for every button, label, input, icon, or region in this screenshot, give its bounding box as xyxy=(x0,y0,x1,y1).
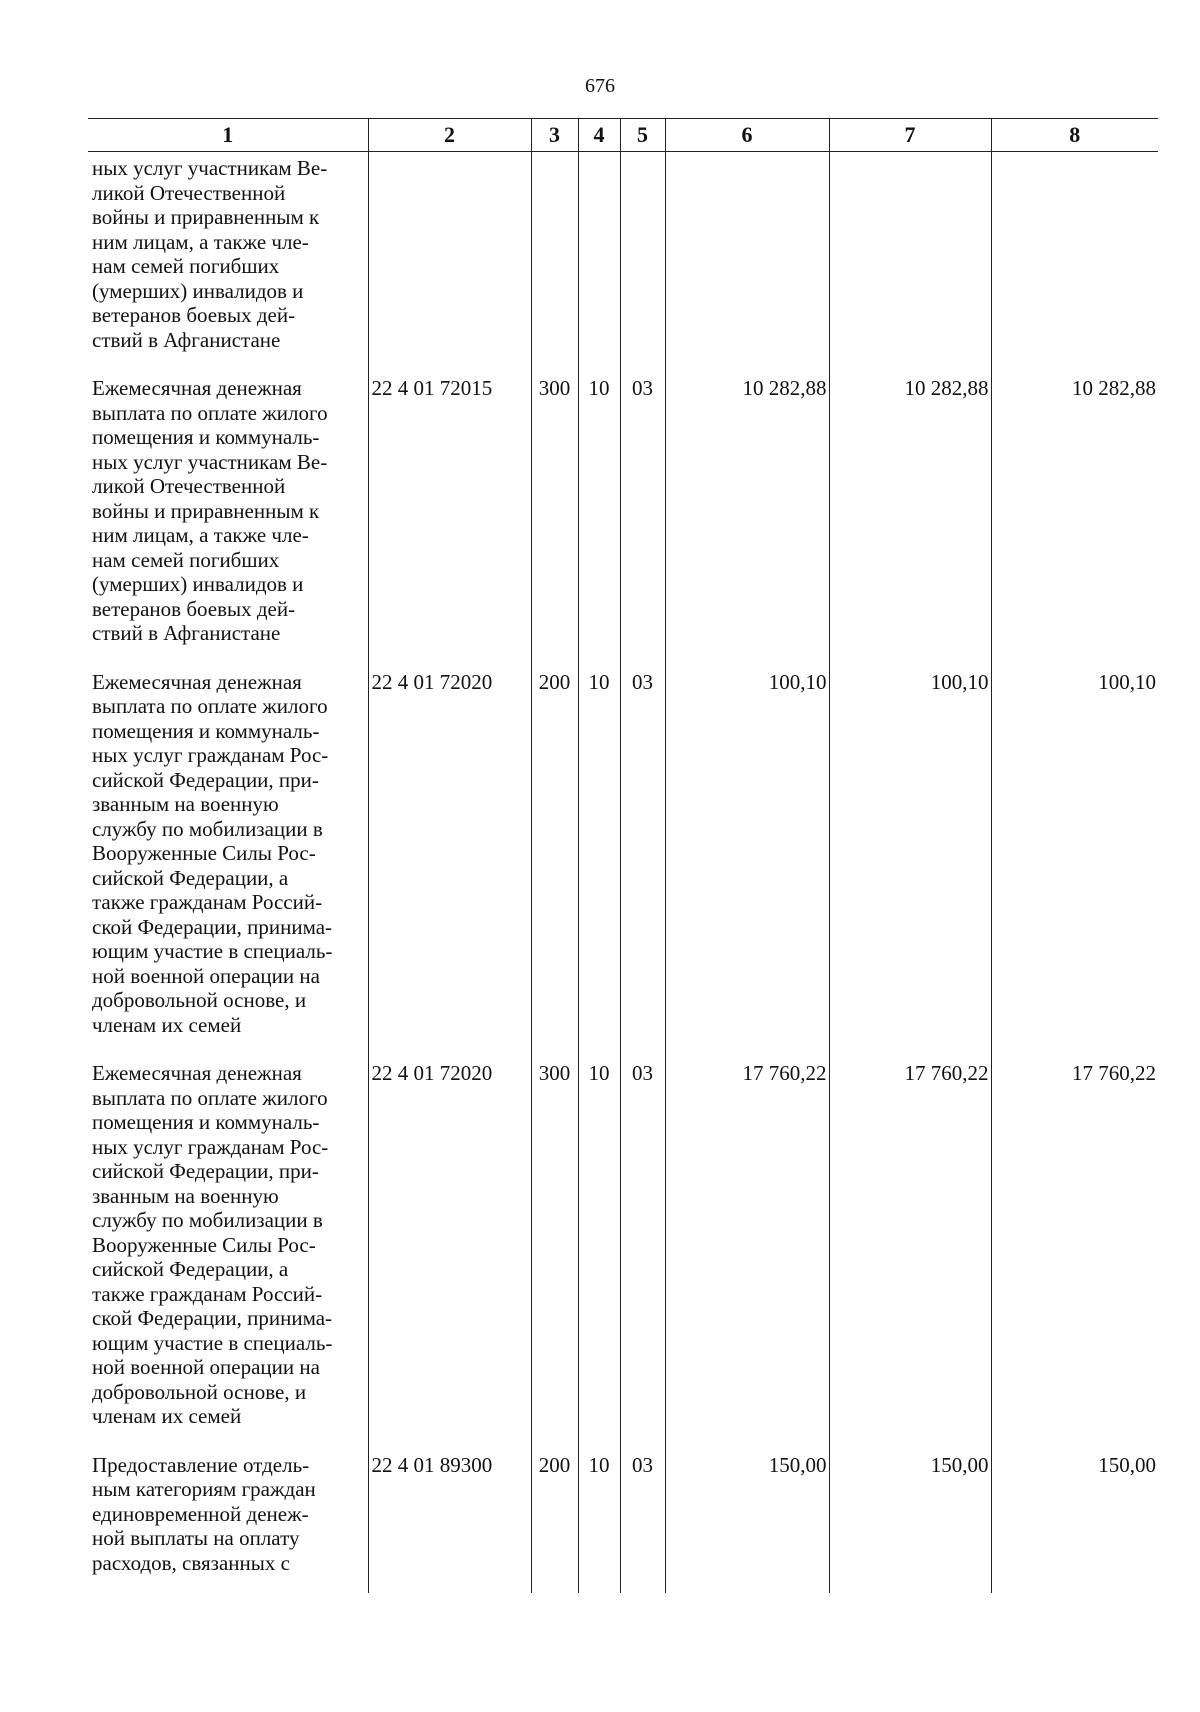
row-col-4 xyxy=(578,152,620,367)
description-line: службу по мобилизации в xyxy=(92,1208,323,1232)
row-col-4: 10 xyxy=(578,660,620,1052)
description-line: (умерших) инвалидов и xyxy=(92,278,304,303)
header-col-5: 5 xyxy=(620,119,665,152)
header-col-3: 3 xyxy=(531,119,578,152)
row-col-4: 10 xyxy=(578,366,620,660)
row-col-5: 03 xyxy=(620,660,665,1052)
description-line: званным на военную xyxy=(92,1183,279,1208)
budget-table xyxy=(88,118,1158,1593)
description-line: Вооруженные Силы Рос- xyxy=(92,841,316,865)
row-value-col-6: 100,10 xyxy=(665,660,829,1052)
description-line: ствий в Афганистане xyxy=(92,621,281,645)
description-line: добровольной основе, и xyxy=(92,1379,307,1404)
row-col-3: 300 xyxy=(531,366,578,660)
row-value-col-7: 10 282,88 xyxy=(829,366,991,660)
description-line: выплата по оплате жилого xyxy=(92,400,328,425)
description-line: службу по мобилизации в xyxy=(92,816,323,841)
description-line: ной выплаты на оплату xyxy=(92,1526,300,1550)
description-line: также гражданам Россий- xyxy=(92,890,323,914)
description-line: ной военной операции на xyxy=(92,963,320,988)
description-line: войны и приравненным к xyxy=(92,498,320,523)
header-col-4: 4 xyxy=(578,119,620,152)
row-value-col-8 xyxy=(991,152,1158,367)
description-line: нам семей погибших xyxy=(92,254,280,278)
row-value-col-7: 150,00 xyxy=(829,1443,991,1594)
row-col-3 xyxy=(531,152,578,367)
row-description xyxy=(88,152,368,367)
row-value-col-6: 10 282,88 xyxy=(665,366,829,660)
description-line: ных услуг участникам Ве- xyxy=(92,449,328,474)
description-line: ным категориям граждан xyxy=(92,1477,316,1501)
row-value-col-8: 10 282,88 xyxy=(991,366,1158,660)
row-value-col-8: 100,10 xyxy=(991,660,1158,1052)
description-line: сийской Федерации, а xyxy=(92,1257,289,1281)
description-line: ющим участие в специаль- xyxy=(92,939,333,963)
row-code: 22 4 01 89300 xyxy=(368,1443,531,1594)
page-number: 676 xyxy=(585,75,615,97)
description-line: добровольной основе, и xyxy=(92,988,307,1012)
table-row xyxy=(88,366,1158,660)
description-line: помещения и коммуналь- xyxy=(92,425,320,449)
description-line: членам их семей xyxy=(92,1404,242,1428)
description-line: также гражданам Россий- xyxy=(92,1281,323,1306)
row-col-4: 10 xyxy=(578,1051,620,1443)
row-col-5: 03 xyxy=(620,366,665,660)
row-value-col-6: 150,00 xyxy=(665,1443,829,1594)
description-line: сийской Федерации, при- xyxy=(92,1159,319,1183)
row-col-3: 200 xyxy=(531,1443,578,1594)
description-line: ликой Отечественной xyxy=(92,180,286,205)
description-line: Ежемесячная денежная xyxy=(92,669,302,694)
description-line: ликой Отечественной xyxy=(92,474,286,498)
description-line: ветеранов боевых дей- xyxy=(92,303,296,327)
description-line: ных услуг гражданам Рос- xyxy=(92,743,329,767)
row-value-col-6 xyxy=(665,152,829,367)
description-line: ветеранов боевых дей- xyxy=(92,596,296,621)
description-line: помещения и коммуналь- xyxy=(92,1110,320,1134)
header-col-6: 6 xyxy=(665,119,829,152)
budget-table-container xyxy=(88,118,1158,1593)
description-line: расходов, связанных с xyxy=(92,1550,290,1575)
row-col-5 xyxy=(620,152,665,367)
row-col-5: 03 xyxy=(620,1443,665,1594)
description-line: Предоставление отдель- xyxy=(92,1452,310,1477)
row-code xyxy=(368,152,531,367)
description-line: ющим участие в специаль- xyxy=(92,1330,333,1355)
row-description xyxy=(88,1443,368,1594)
description-line: званным на военную xyxy=(92,792,279,816)
description-line: ним лицам, а также чле- xyxy=(92,523,309,547)
header-col-8: 8 xyxy=(991,119,1158,152)
row-col-4: 10 xyxy=(578,1443,620,1594)
header-col-1: 1 xyxy=(88,119,368,152)
description-line: выплата по оплате жилого xyxy=(92,694,328,718)
row-description xyxy=(88,660,368,1052)
row-code: 22 4 01 72015 xyxy=(368,366,531,660)
description-line: сийской Федерации, при- xyxy=(92,767,319,792)
description-line: сийской Федерации, а xyxy=(92,865,289,890)
description-line: ской Федерации, принима- xyxy=(92,1306,333,1330)
description-line: единовременной денеж- xyxy=(92,1501,309,1526)
description-line: нам семей погибших xyxy=(92,547,280,572)
row-value-col-7 xyxy=(829,152,991,367)
description-line: ных услуг гражданам Рос- xyxy=(92,1134,329,1159)
table-header xyxy=(88,119,1158,152)
description-line: членам их семей xyxy=(92,1012,242,1037)
description-line: ной военной операции на xyxy=(92,1355,320,1379)
header-col-2: 2 xyxy=(368,119,531,152)
row-code: 22 4 01 72020 xyxy=(368,660,531,1052)
row-description xyxy=(88,366,368,660)
table-row xyxy=(88,152,1158,367)
description-line: Ежемесячная денежная xyxy=(92,1061,302,1085)
row-col-3: 300 xyxy=(531,1051,578,1443)
description-line: войны и приравненным к xyxy=(92,205,320,229)
row-value-col-7: 100,10 xyxy=(829,660,991,1052)
description-line: ним лицам, а также чле- xyxy=(92,229,309,254)
table-row xyxy=(88,1443,1158,1594)
row-col-5: 03 xyxy=(620,1051,665,1443)
table-body xyxy=(88,152,1158,1594)
header-row xyxy=(88,119,1158,152)
row-value-col-6: 17 760,22 xyxy=(665,1051,829,1443)
description-line: выплата по оплате жилого xyxy=(92,1085,328,1110)
description-line: ской Федерации, принима- xyxy=(92,914,333,939)
description-line: ствий в Афганистане xyxy=(92,327,281,352)
description-line: помещения и коммуналь- xyxy=(92,718,320,743)
row-value-col-8: 17 760,22 xyxy=(991,1051,1158,1443)
description-line: Вооруженные Силы Рос- xyxy=(92,1232,316,1257)
row-description xyxy=(88,1051,368,1443)
description-line: ных услуг участникам Ве- xyxy=(92,156,328,180)
table-row xyxy=(88,1051,1158,1443)
description-line: (умерших) инвалидов и xyxy=(92,572,304,596)
row-value-col-7: 17 760,22 xyxy=(829,1051,991,1443)
row-value-col-8: 150,00 xyxy=(991,1443,1158,1594)
row-col-3: 200 xyxy=(531,660,578,1052)
table-row xyxy=(88,660,1158,1052)
description-line: Ежемесячная денежная xyxy=(92,376,302,400)
header-col-7: 7 xyxy=(829,119,991,152)
row-code: 22 4 01 72020 xyxy=(368,1051,531,1443)
